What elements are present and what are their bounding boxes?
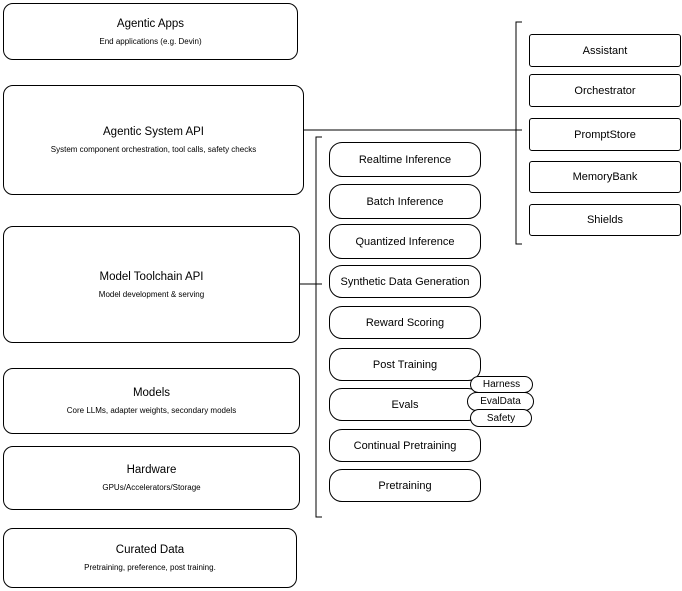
- toolchain-item-label: Reward Scoring: [365, 316, 445, 329]
- layer-subtitle: Pretraining, preference, post training.: [84, 563, 216, 572]
- layer-title: Curated Data: [115, 544, 185, 556]
- layer-title: Agentic System API: [103, 126, 204, 138]
- layer-model-toolchain-api[interactable]: [3, 226, 300, 343]
- layer-subtitle: System component orchestration, tool calls, safety checks: [50, 145, 257, 154]
- layer-curated-data[interactable]: [3, 528, 297, 588]
- system-item-label: Shields: [586, 214, 624, 226]
- system-item-promptstore[interactable]: [529, 118, 681, 151]
- toolchain-item-batch-inference[interactable]: [329, 184, 481, 219]
- toolchain-item-label: Synthetic Data Generation: [340, 275, 470, 288]
- layer-title: Agentic Apps: [116, 17, 185, 30]
- layer-agentic-apps[interactable]: [3, 3, 298, 60]
- toolchain-item-label: Pretraining: [378, 479, 432, 492]
- system-item-label: Assistant: [582, 44, 628, 57]
- layer-title: Model Toolchain API: [99, 270, 204, 283]
- layer-agentic-system-api[interactable]: [3, 85, 304, 195]
- layer-models[interactable]: [3, 368, 300, 434]
- eval-pill-label: Safety: [486, 412, 516, 424]
- layer-hardware[interactable]: [3, 446, 300, 510]
- toolchain-item-label: Realtime Inference: [358, 153, 452, 166]
- layer-title: Hardware: [126, 464, 177, 476]
- system-item-label: PromptStore: [574, 128, 636, 141]
- toolchain-item-quantized-inference[interactable]: [329, 224, 481, 259]
- layer-subtitle: Core LLMs, adapter weights, secondary models: [66, 406, 237, 415]
- toolchain-item-realtime-inference[interactable]: [329, 142, 481, 177]
- layer-subtitle: End applications (e.g. Devin): [99, 36, 202, 46]
- toolchain-item-evals[interactable]: [329, 388, 481, 421]
- system-item-label: MemoryBank: [572, 171, 638, 183]
- eval-pill-safety[interactable]: [470, 409, 532, 427]
- toolchain-item-label: Post Training: [372, 358, 438, 371]
- toolchain-item-synthetic-data-generation[interactable]: [329, 265, 481, 298]
- eval-pill-harness[interactable]: [470, 376, 533, 393]
- toolchain-item-continual-pretraining[interactable]: [329, 429, 481, 462]
- toolchain-item-post-training[interactable]: [329, 348, 481, 381]
- system-item-assistant[interactable]: [529, 34, 681, 67]
- system-item-memorybank[interactable]: [529, 161, 681, 193]
- eval-pill-label: EvalData: [480, 396, 521, 407]
- system-item-shields[interactable]: [529, 204, 681, 236]
- toolchain-item-pretraining[interactable]: [329, 469, 481, 502]
- eval-pill-label: Harness: [482, 379, 521, 390]
- layer-title: Models: [132, 387, 171, 399]
- toolchain-item-label: Evals: [391, 398, 419, 411]
- system-item-label: Orchestrator: [574, 84, 636, 97]
- system-item-orchestrator[interactable]: [529, 74, 681, 107]
- layer-subtitle: GPUs/Accelerators/Storage: [102, 483, 201, 492]
- toolchain-item-label: Batch Inference: [366, 195, 444, 208]
- toolchain-item-label: Continual Pretraining: [353, 439, 457, 452]
- toolchain-item-reward-scoring[interactable]: [329, 306, 481, 339]
- layer-subtitle: Model development & serving: [98, 289, 205, 299]
- toolchain-item-label: Quantized Inference: [355, 235, 455, 248]
